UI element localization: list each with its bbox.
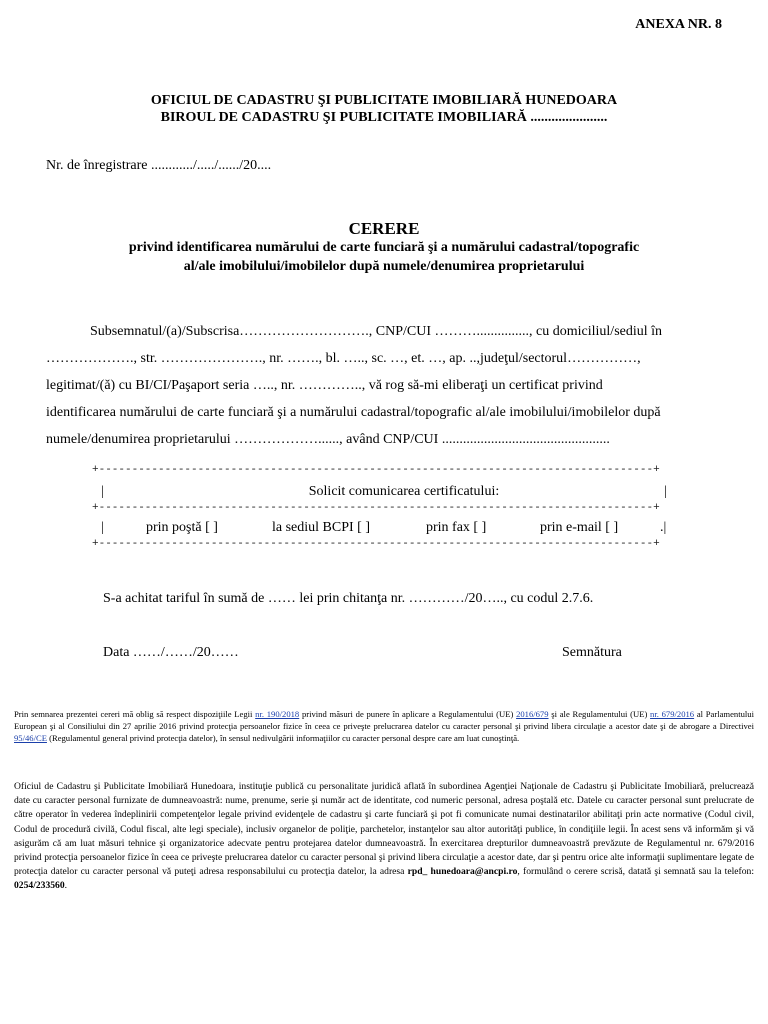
box-bar-right: | (664, 484, 667, 499)
option-bcpi-office: la sediul BCPI [ ] (272, 520, 370, 535)
regulation-2016-679-link[interactable]: 2016/679 (516, 709, 549, 719)
annex-number: ANEXA NR. 8 (635, 17, 722, 32)
regulation-679-2016-link[interactable]: nr. 679/2016 (650, 709, 695, 719)
notice-text-2: , formulând o cerere scrisă, datată şi semnată sau la telefon: (517, 866, 754, 878)
box-bar-left-2: | (101, 520, 104, 535)
box-title: Solicit comunicarea certificatului: (308, 484, 500, 499)
box-bar-right-2: .| (660, 520, 667, 535)
law-190-2018-link[interactable]: nr. 190/2018 (255, 709, 300, 719)
notice-text: Oficiul de Cadastru şi Publicitate Imobiliară Hunedoara, instituţie publică cu personalitate juridică aflată în subordinea Agenţiei Naţionale de Cadastru şi Publicitate Imobiliară, prelucrează date cu caracter personal furnizate de dumneavoastră: nume, prenume, serie şi număr act de identitate, cod numeric personal, adresa poştală etc. Datele cu caracter personal sunt prelucrate de către operator în vederea îndeplinirii competenţelor legale privind evidenţele de cadastru şi carte funciară şi pot fi comunicate numai destinatarilor abilitaţi prin acte normative (Codul civil, Codul de procedură civilă, Codul fiscal, alte legi speciale), inclusiv organelor de poliţie, parchetelor, instanţelor sau altor autorităţi publice, în condiţiile legii. În acest sens vă informăm şi vă asigurăm că am luat măsuri tehnice şi organizatorice adecvate pentru protejarea datelor dumneavoastră. În exercitarea drepturilor dumneavoastră prevăzute de Regulamentul nr. 679/2016 privind protecţia persoanelor fizice în ceea ce priveşte prelucrarea datelor cu caracter personal şi privind libera circulaţie a acestor date, dar şi pentru orice alte informaţii suplimentare legate de protecţia datelor cu caracter personal vă puteţi adresa responsabilului cu protecţia datelor, la adresa (14, 781, 754, 878)
notice-text-end: . (64, 880, 68, 892)
gdpr-consent-note (14, 708, 754, 744)
request-body (46, 318, 706, 453)
box-border-middle: +------------------------------------------------------------------------------------+ (92, 502, 660, 514)
fee-paid-line: S-a achitat tariful în sumă de …… lei prin chitanţa nr. …………/20….., cu codul 2.7.6. (103, 591, 594, 606)
request-subtitle (0, 238, 768, 276)
request-subtitle-line1: privind identificarea numărului de carte funciară şi a numărului cadastral/topografic (128, 240, 640, 255)
request-subtitle-line2: al/ale imobilului/imobilelor după numele/denumirea proprietarului (183, 259, 585, 274)
body-line-address: ………………., str. …………………., nr. ……., bl. ….., sc. …, et. …, ap. ..,judeţul/sectorul……………, (46, 351, 641, 366)
directive-95-46-ce-link[interactable]: 95/46/CE (14, 733, 47, 743)
option-email: prin e-mail [ ] (540, 520, 619, 535)
option-fax: prin fax [ ] (426, 520, 487, 535)
data-protection-notice (14, 780, 754, 894)
box-border-top: +------------------------------------------------------------------------------------+ (92, 464, 660, 476)
office-header (0, 92, 768, 126)
signature-label: Semnătura (562, 645, 622, 660)
body-line-owner: numele/denumirea proprietarului ………………......, având CNP/CUI ................................................ (46, 432, 610, 447)
request-title: CERERE (348, 219, 420, 238)
body-line-id: legitimat/(ă) cu BI/CI/Paşaport seria ….., nr. ………….., vă rog să-mi eliberaţi un certificat privind (46, 378, 603, 393)
gdpr-text-2: privind măsuri de punere în aplicare a Regulamentului (UE) (299, 709, 517, 719)
gdpr-text-3: şi ale Regulamentului (UE) (548, 709, 651, 719)
option-post: prin poştă [ ] (146, 520, 218, 535)
date-line: Data ……/……/20…… (103, 645, 239, 660)
gdpr-text-4: al Parlamentului European şi al Consiliului din 27 aprilie 2016 privind protecţia persoanelor fizice în ceea ce priveşte prelucrarea datelor cu caracter personal şi privind libera circulaţie a acestor date şi de abrogare a Directivei (14, 709, 754, 731)
dpo-email: rpd_ hunedoara@ancpi.ro (407, 866, 518, 878)
body-line-identification: identificarea numărului de carte funciară şi a numărului cadastral/topografic al/ale imobilului/imobilelor după (46, 405, 661, 420)
box-bar-left: | (101, 484, 104, 499)
bureau-name: BIROUL DE CADASTRU ŞI PUBLICITATE IMOBILIARĂ ...................... (160, 110, 608, 125)
office-name: OFICIUL DE CADASTRU ŞI PUBLICITATE IMOBILIARĂ HUNEDOARA (150, 93, 618, 108)
registration-number: Nr. de înregistrare ............/...../....../20.... (46, 158, 272, 173)
box-border-bottom: +------------------------------------------------------------------------------------+ (92, 538, 660, 550)
body-line-applicant: Subsemnatul/(a)/Subscrisa………………………., CNP/CUI ………..............., cu domiciliul/sediul în (90, 324, 663, 339)
dpo-phone: 0254/233560 (14, 880, 65, 892)
gdpr-text-1: Prin semnarea prezentei cereri mă oblig să respect dispoziţiile Legii (14, 709, 256, 719)
gdpr-text-5: (Regulamentul general privind protecţia datelor), în sensul nedivulgării informaţiilor cu caracter personal despre care am luat cunoştinţă. (46, 733, 520, 743)
